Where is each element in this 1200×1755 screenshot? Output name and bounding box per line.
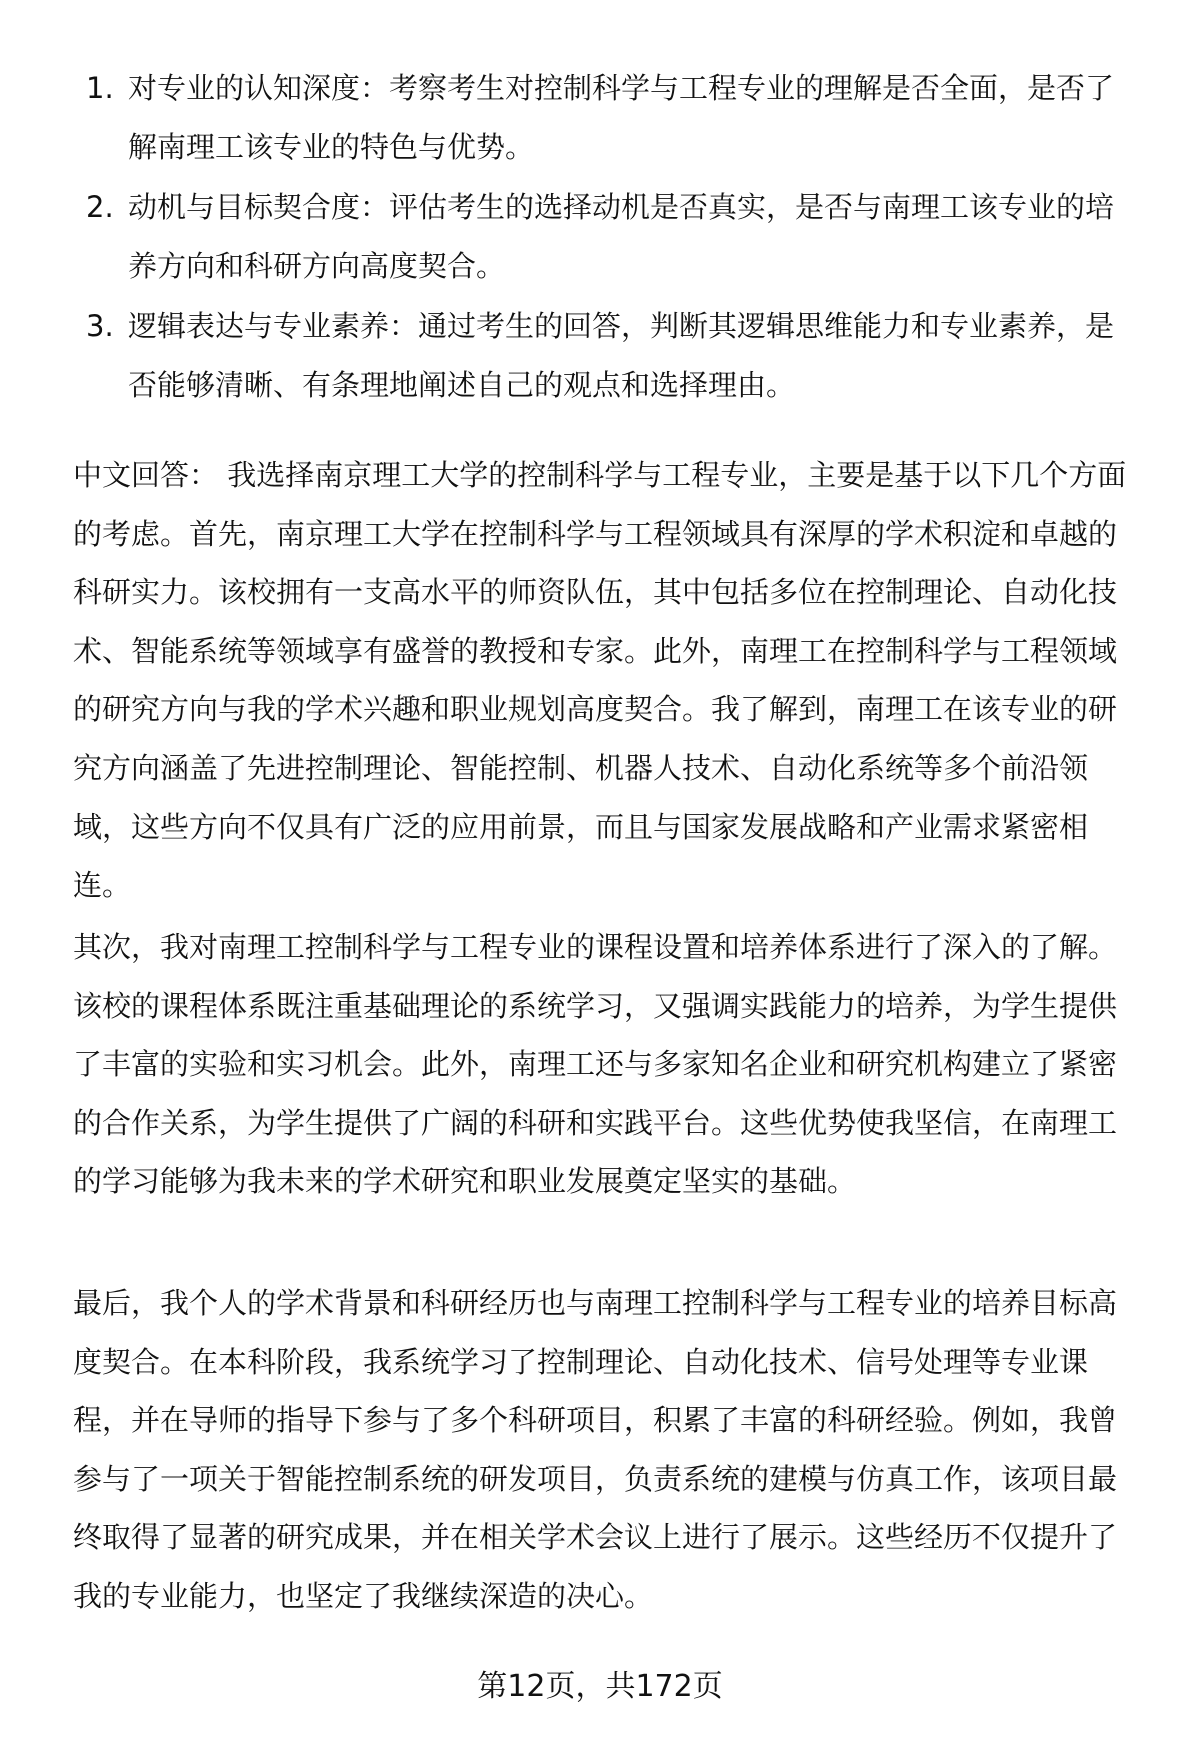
text-line: 的学习能够为我未来的学术研究和职业发展奠定坚实的基础。: [73, 1164, 857, 1199]
text-line: 解南理工该专业的特色与优势。: [128, 129, 535, 164]
criteria-item-3: [86, 297, 1166, 414]
list-number: 1.: [86, 71, 114, 105]
text-line: 养方向和科研方向高度契合。: [128, 248, 506, 283]
text-line: 科研实力。该校拥有一支高水平的师资队伍，其中包括多位在控制理论、自动化技: [73, 575, 1118, 610]
text-line: 了丰富的实验和实习机会。此外，南理工还与多家知名企业和研究机构建立了紧密: [73, 1047, 1118, 1082]
text-line: 究方向涵盖了先进控制理论、智能控制、机器人技术、自动化系统等多个前沿领: [73, 750, 1089, 785]
paragraph-second: [73, 918, 1163, 1211]
page-number: 第12页，共172页: [477, 1669, 723, 1704]
text-line: 的合作关系，为学生提供了广阔的科研和实践平台。这些优势使我坚信，在南理工: [73, 1105, 1118, 1140]
text-line: 的考虑。首先，南京理工大学在控制科学与工程领域具有深厚的学术积淀和卓越的: [73, 516, 1118, 551]
paragraph-last: [73, 1274, 1163, 1626]
text-line: 最后，我个人的学术背景和科研经历也与南理工控制科学与工程专业的培养目标高: [73, 1286, 1118, 1320]
text-line: 我的专业能力，也坚定了我继续深造的决心。: [73, 1578, 654, 1613]
text-line: 术、智能系统等领域享有盛誉的教授和专家。此外，南理工在控制科学与工程领域: [73, 633, 1118, 668]
text-line: 中文回答： 我选择南京理工大学的控制科学与工程专业，主要是基于以下几个方面: [73, 458, 1127, 492]
text-line: 终取得了显著的研究成果，并在相关学术会议上进行了展示。这些经历不仅提升了: [73, 1520, 1118, 1555]
paragraph-answer-intro: [73, 446, 1163, 915]
text-line: 逻辑表达与专业素养：通过考生的回答，判断其逻辑思维能力和专业素养，是: [128, 309, 1115, 343]
text-line: 的研究方向与我的学术兴趣和职业规划高度契合。我了解到，南理工在该专业的研: [73, 692, 1118, 727]
text-line: 其次，我对南理工控制科学与工程专业的课程设置和培养体系进行了深入的了解。: [73, 930, 1118, 964]
criteria-item-1: [86, 59, 1166, 176]
text-line: 连。: [73, 868, 132, 903]
text-line: 度契合。在本科阶段，我系统学习了控制理论、自动化技术、信号处理等专业课: [73, 1344, 1089, 1379]
criteria-item-2: [86, 178, 1166, 295]
text-line: 动机与目标契合度：评估考生的选择动机是否真实，是否与南理工该专业的培: [128, 190, 1115, 224]
text-line: 参与了一项关于智能控制系统的研发项目，负责系统的建模与仿真工作，该项目最: [73, 1461, 1118, 1496]
text-line: 程，并在导师的指导下参与了多个科研项目，积累了丰富的科研经验。例如，我曾: [73, 1403, 1118, 1438]
text-line: 对专业的认知深度：考察考生对控制科学与工程专业的理解是否全面，是否了: [128, 71, 1115, 105]
text-line: 域，这些方向不仅具有广泛的应用前景，而且与国家发展战略和产业需求紧密相: [73, 809, 1089, 844]
list-number: 3.: [86, 309, 114, 343]
text-line: 该校的课程体系既注重基础理论的系统学习，又强调实践能力的培养，为学生提供: [73, 988, 1118, 1023]
text-line: 否能够清晰、有条理地阐述自己的观点和选择理由。: [128, 367, 796, 402]
list-number: 2.: [86, 190, 114, 224]
